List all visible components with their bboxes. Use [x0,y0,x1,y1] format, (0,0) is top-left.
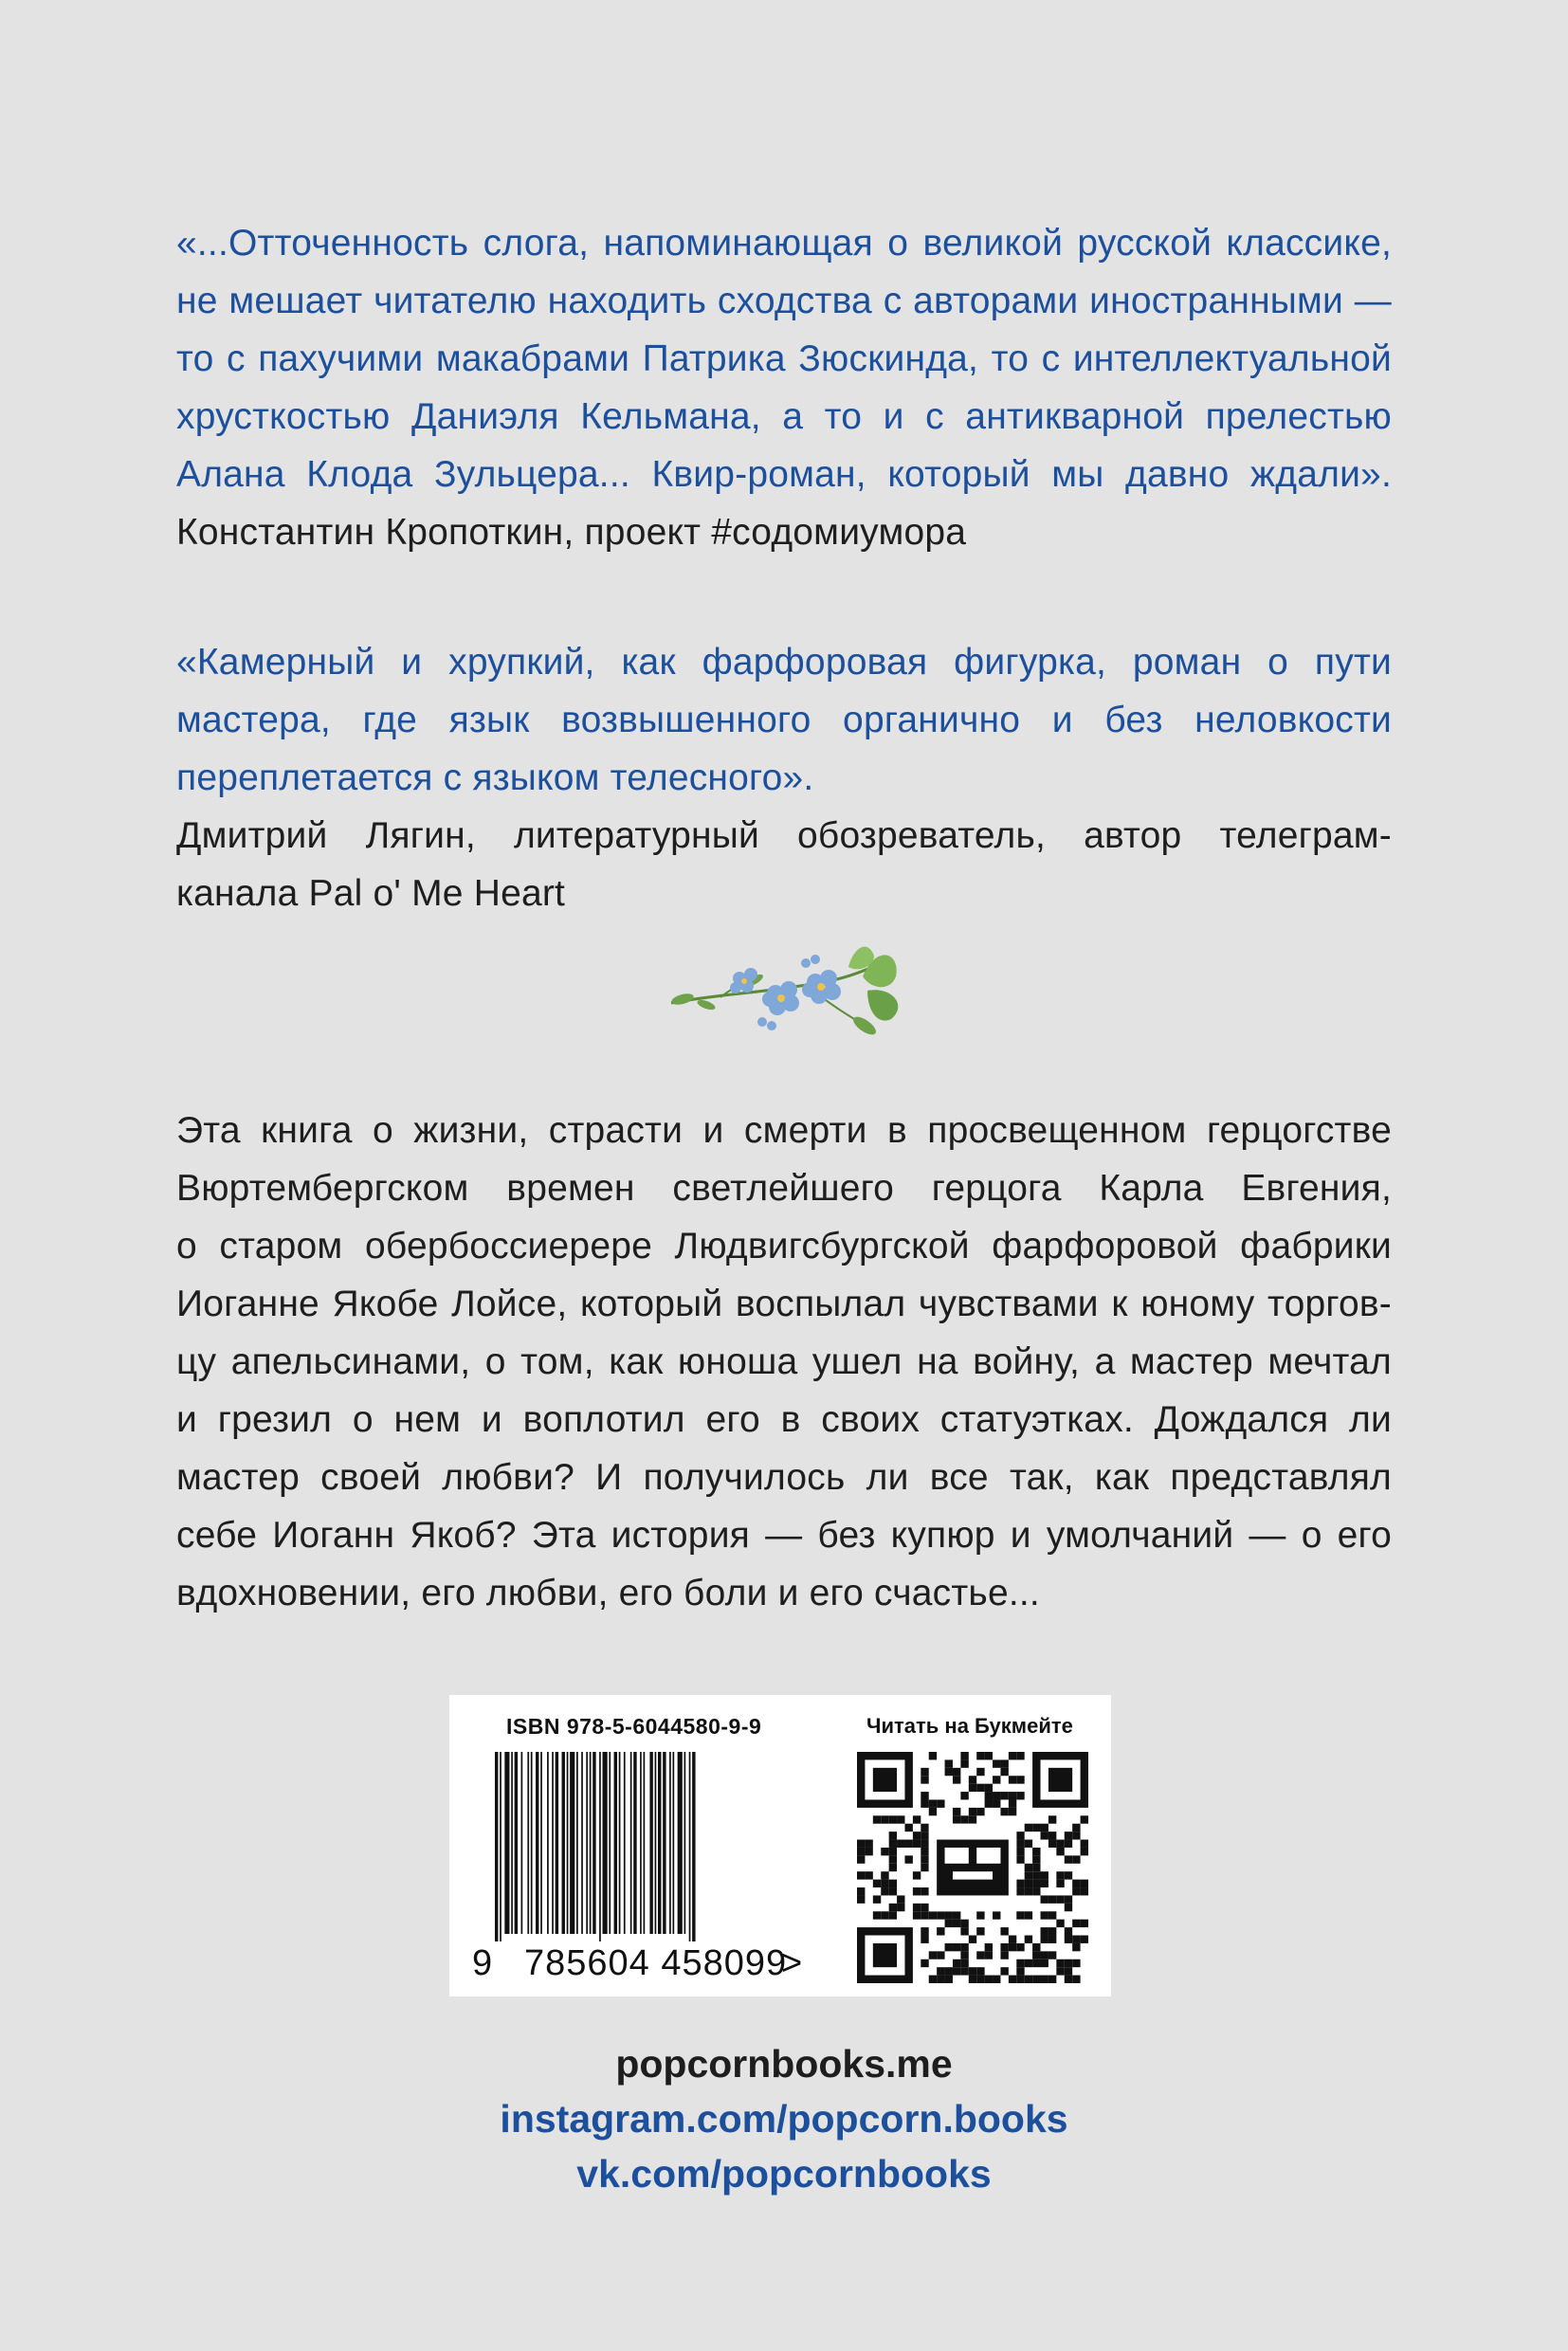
qr-label: Читать на Букмейте [866,1714,1073,1738]
barcode-digit-main: 785604 458099 [524,1943,788,1983]
isbn-label: ISBN 978-5-6044580-9-9 [506,1714,762,1739]
description-line: цу апельсинами, о том, как юноша ушел на войну, а мастер мечтал [176,1341,1392,1382]
quote-author: канала Pal o' Me Heart [176,873,566,914]
quote-author: Дмитрий Лягин, литературный обозреватель, автор телеграм- [176,815,1392,856]
instagram-link[interactable]: instagram.com/popcorn.books [500,2097,1068,2141]
description-line: Иоганне Якобе Лойсе, который воспылал чувствами к юному торгов- [176,1284,1392,1324]
quote-line: «Камерный и хрупкий, как фарфоровая фигурка, роман о пути [176,642,1392,683]
qr-code-icon[interactable] [857,1752,1088,1983]
description-line: Эта книга о жизни, страсти и смерти в просвещенном герцогстве [176,1110,1392,1151]
review-quote-2 [176,633,1392,922]
publisher-links [0,2036,1568,2201]
description-line: и грезил о нем и воплотил его в своих статуэтках. Дождался ли [176,1399,1392,1440]
quote-line: Алана Клода Зульцера... Квир-роман, который мы давно ждали». [176,454,1392,495]
quote-line: переплетается с языком телесного». [176,757,814,798]
barcode-digit-lead: 9 [472,1943,493,1983]
website-link[interactable]: popcornbooks.me [615,2042,953,2086]
quote-line: не мешает читателю находить сходства с авторами иностранными — [176,281,1392,321]
description-line: себе Иоганн Якоб? Эта история — без купюр и умолчаний — о его [176,1515,1392,1556]
description-line: о старом обербоссиерере Людвигсбургской фарфоровой фабрики [176,1226,1392,1267]
quote-line: мастера, где язык возвышенного органично и без неловкости [176,700,1392,740]
description-line: мастер своей любви? И получилось ли все так, как представлял [176,1457,1392,1498]
barcode-icon [495,1752,779,1941]
barcode-panel [449,1695,1111,1996]
description-line: Вюртембергском времен светлейшего герцога Карла Евгения, [176,1168,1392,1209]
quote-line: то с пахучими макабрами Патрика Зюскинда, то с интеллектуальной [176,338,1392,379]
forget-me-not-ornament-icon [664,939,910,1052]
quote-line: хрусткостью Даниэля Кельмана, а то и с антикварной прелестью [176,396,1392,437]
vk-link[interactable]: vk.com/popcornbooks [576,2152,992,2196]
barcode-digit-arrow: > [781,1943,803,1983]
description-line: вдохновении, его любви, его боли и его счастье... [176,1573,1040,1613]
review-quote-1 [176,214,1392,561]
book-description [176,1102,1392,1622]
quote-author: Константин Кропоткин, проект #содомиумора [176,512,967,553]
quote-line: «...Отточенность слога, напоминающая о великой русской классике, [176,223,1392,264]
